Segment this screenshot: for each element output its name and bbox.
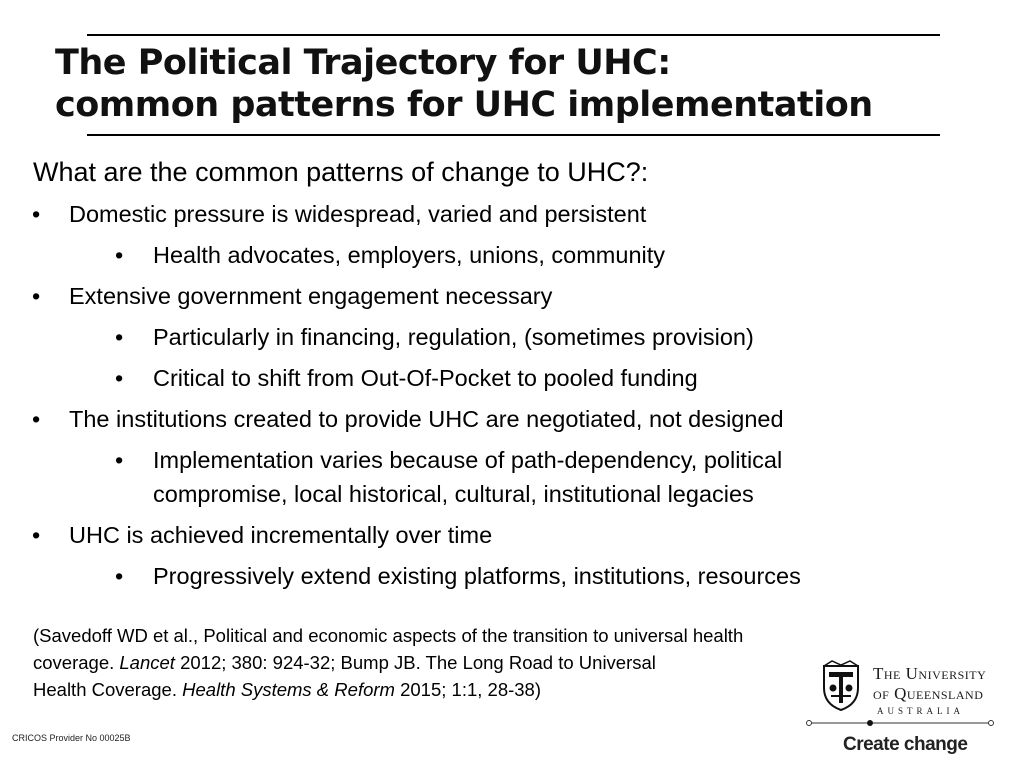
citation	[33, 622, 933, 703]
sub-bullet-item	[0, 559, 1000, 600]
citation-line-3	[33, 676, 933, 703]
citation-text: 2012; 380: 924-32; Bump JB. The Long Road to Universal	[174, 652, 656, 673]
cricos-provider: CRICOS Provider No 00025B	[12, 733, 131, 743]
bullet-glyph: •	[115, 447, 124, 473]
title-top-rule	[87, 34, 940, 36]
sub-bullet-text: Health advocates, employers, unions, community	[153, 242, 666, 268]
citation-text: Health Coverage.	[33, 679, 183, 700]
bullet-list	[0, 197, 1000, 600]
bullet-glyph: •	[115, 242, 124, 268]
sub-bullet-item	[0, 320, 1000, 361]
citation-text: coverage.	[33, 652, 120, 673]
sub-bullet-item	[0, 361, 1000, 402]
sub-bullet-text: Critical to shift from Out-Of-Pocket to pooled funding	[153, 365, 698, 391]
bullet-text: The institutions created to provide UHC are negotiated, not designed	[69, 406, 784, 432]
sub-bullet-text: Particularly in financing, regulation, (sometimes provision)	[153, 324, 754, 350]
bullet-item	[0, 402, 1000, 443]
sub-bullet-text: Implementation varies because of path-dependency, political compromise, local historical, cultural, institutional legacies	[153, 447, 783, 507]
bullet-glyph: •	[32, 283, 41, 309]
uq-name	[873, 664, 986, 704]
bullet-glyph: •	[115, 365, 124, 391]
citation-line-1: (Savedoff WD et al., Political and economic aspects of the transition to universal health	[33, 625, 744, 646]
uq-tagline: Create change	[843, 734, 968, 755]
sub-bullet-text: Progressively extend existing platforms, institutions, resources	[153, 563, 801, 589]
uq-divider-line	[805, 718, 995, 728]
bullet-item	[0, 518, 1000, 559]
citation-journal: Health Systems & Reform	[182, 679, 395, 700]
slide-title-line-2: common patterns for UHC implementation	[55, 85, 873, 125]
bullet-glyph: •	[115, 324, 124, 350]
bullet-text: Domestic pressure is widespread, varied and persistent	[69, 201, 647, 227]
bullet-item	[0, 197, 1000, 238]
sub-bullet-item	[0, 238, 1000, 279]
slide-title	[55, 42, 975, 126]
bullet-glyph: •	[32, 406, 41, 432]
uq-crest-icon	[820, 660, 862, 712]
bullet-text: UHC is achieved incrementally over time	[69, 522, 493, 548]
bullet-text: Extensive government engagement necessary	[69, 283, 553, 309]
title-bottom-rule	[87, 134, 940, 136]
citation-journal: Lancet	[119, 652, 175, 673]
bullet-item	[0, 279, 1000, 320]
citation-text: 2015; 1:1, 28-38)	[394, 679, 542, 700]
uq-name-line-1: The University	[873, 664, 987, 683]
uq-country: AUSTRALIA	[877, 706, 964, 716]
slide-title-line-1: The Political Trajectory for UHC:	[55, 43, 671, 83]
uq-name-line-2: of Queensland	[873, 684, 984, 703]
uq-logo	[805, 660, 1015, 760]
bullet-glyph: •	[32, 201, 41, 227]
sub-bullet-item	[0, 443, 923, 518]
citation-line-2	[33, 649, 933, 676]
intro-question: What are the common patterns of change to UHC?:	[33, 157, 649, 187]
bullet-glyph: •	[115, 563, 124, 589]
bullet-glyph: •	[32, 522, 41, 548]
